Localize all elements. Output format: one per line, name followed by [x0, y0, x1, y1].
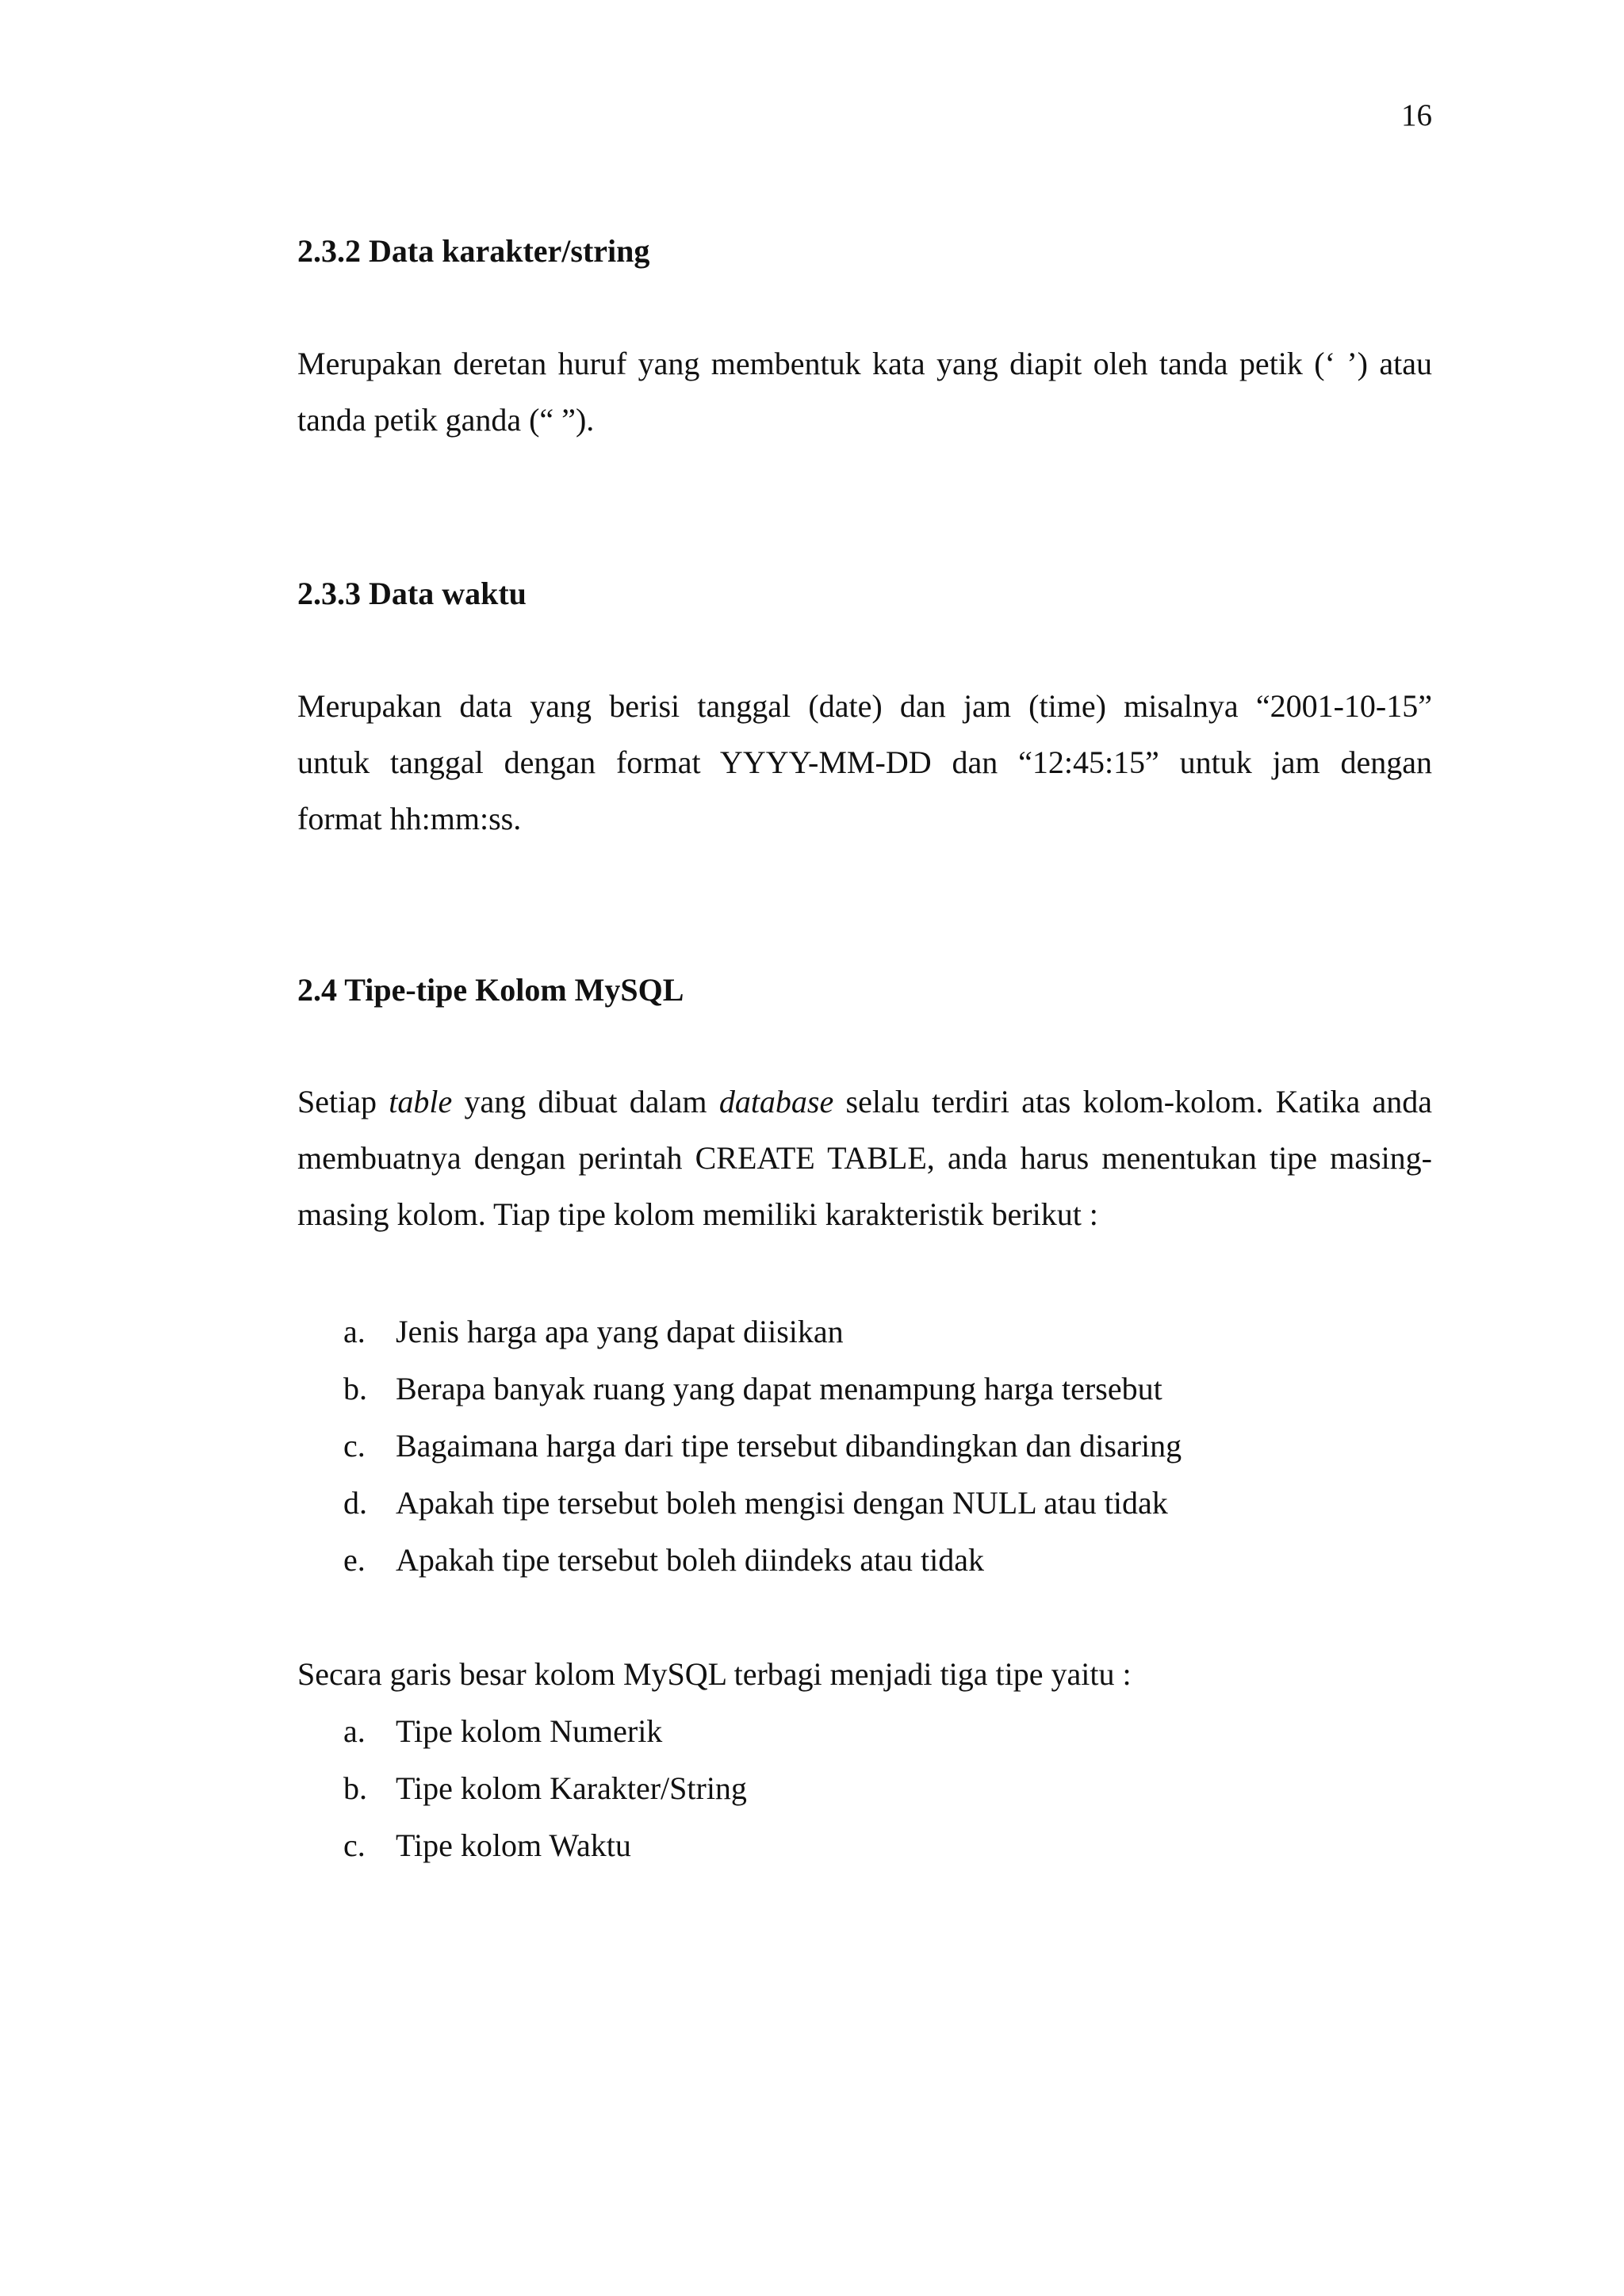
list-marker: a.: [343, 1314, 366, 1349]
list-item: [297, 1817, 747, 1874]
list-item: [297, 1532, 1182, 1589]
text-run: Setiap: [297, 1084, 389, 1119]
paragraph-line: Merupakan deretan huruf yang membentuk kata yang diapit oleh tanda petik (‘ ’) atau: [297, 346, 1432, 381]
list-item: [297, 1303, 1182, 1360]
paragraph-line: Merupakan data yang berisi tanggal (date) dan jam (time) misalnya “2001-10-15”: [297, 688, 1432, 724]
page-number: 16: [1401, 98, 1432, 132]
paragraph-line: format hh:mm:ss.: [297, 801, 522, 836]
list-item-text: Apakah tipe tersebut boleh mengisi dengan NULL atau tidak: [396, 1485, 1168, 1521]
list-item: [297, 1475, 1182, 1532]
list-item-text: Tipe kolom Karakter/String: [396, 1770, 747, 1806]
list-marker: c.: [343, 1428, 366, 1464]
paragraph-line: untuk tanggal dengan format YYYY-MM-DD dan “12:45:15” untuk jam dengan: [297, 744, 1432, 780]
heading-2-4: 2.4 Tipe-tipe Kolom MySQL: [297, 972, 684, 1008]
paragraph-tipe-kolom-intro: [297, 1073, 1432, 1242]
list-marker: d.: [343, 1485, 367, 1521]
paragraph-line: tanda petik ganda (“ ”).: [297, 402, 595, 438]
paragraph-data-waktu: [297, 678, 1432, 847]
list-item: [297, 1360, 1182, 1418]
text-run: selalu terdiri atas kolom-kolom. Katika anda: [833, 1084, 1433, 1119]
list-marker: b.: [343, 1770, 367, 1806]
list-item: [297, 1760, 747, 1817]
list-item-text: Tipe kolom Numerik: [396, 1713, 663, 1749]
list-marker: a.: [343, 1713, 366, 1749]
list-item: [297, 1418, 1182, 1475]
heading-2-3-3: 2.3.3 Data waktu: [297, 576, 527, 611]
paragraph-data-karakter: [297, 335, 1432, 448]
heading-2-3-2: 2.3.2 Data karakter/string: [297, 233, 650, 269]
paragraph-line: Secara garis besar kolom MySQL terbagi menjadi tiga tipe yaitu :: [297, 1656, 1132, 1692]
list-item-text: Apakah tipe tersebut boleh diindeks atau tidak: [396, 1542, 985, 1578]
paragraph-line: [297, 1073, 1432, 1130]
list-item-text: Tipe kolom Waktu: [396, 1827, 631, 1863]
list-item-text: Bagaimana harga dari tipe tersebut dibandingkan dan disaring: [396, 1428, 1182, 1464]
characteristics-list: [297, 1303, 1182, 1589]
list-marker: e.: [343, 1542, 366, 1578]
paragraph-line: masing kolom. Tiap tipe kolom memiliki karakteristik berikut :: [297, 1196, 1098, 1232]
list-marker: b.: [343, 1371, 367, 1406]
paragraph-line: membuatnya dengan perintah CREATE TABLE, anda harus menentukan tipe masing-: [297, 1140, 1432, 1176]
text-run: yang dibuat dalam: [452, 1084, 719, 1119]
paragraph-summary: [297, 1646, 1432, 1702]
list-item-text: Berapa banyak ruang yang dapat menampung harga tersebut: [396, 1371, 1162, 1406]
italic-term-database: database: [718, 1084, 834, 1119]
list-marker: c.: [343, 1827, 366, 1863]
list-item-text: Jenis harga apa yang dapat diisikan: [396, 1314, 844, 1349]
list-item: [297, 1703, 747, 1760]
italic-term-table: table: [389, 1084, 453, 1119]
column-types-list: [297, 1703, 747, 1874]
